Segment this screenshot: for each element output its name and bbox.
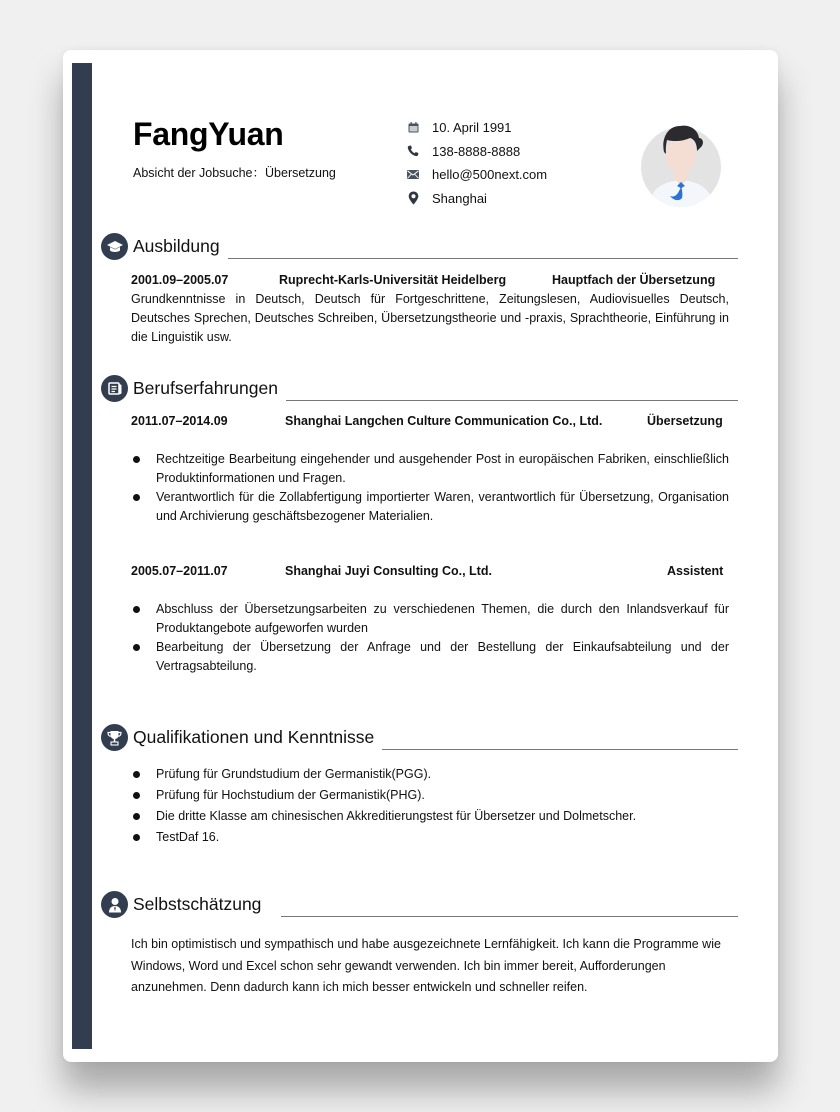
education-school: Ruprecht-Karls-Universität Heidelberg <box>279 273 507 287</box>
list-item: Rechtzeitige Bearbeitung eingehender und ausgehender Post in europäischen Fabriken, einschließlich Produktinformationen und Fragen. <box>131 450 729 488</box>
contact-list <box>406 116 547 210</box>
education-period: 2001.09–2005.07 <box>131 273 229 287</box>
section-title-experience: Berufserfahrungen <box>133 378 278 398</box>
phone-icon <box>406 144 420 158</box>
resume-page <box>63 50 778 1062</box>
trophy-icon <box>101 724 128 751</box>
location-icon <box>406 191 420 205</box>
list-item: Prüfung für Hochstudium der Germanistik(PHG). <box>131 785 729 806</box>
contact-email <box>406 163 547 187</box>
phone-text[interactable]: 138-8888-8888 <box>432 143 521 159</box>
job-role: Assistent <box>667 564 724 578</box>
briefcase-book-icon <box>101 375 128 402</box>
sidebar-accent-bar <box>72 63 92 1049</box>
avatar <box>640 118 722 208</box>
contact-birthdate <box>406 116 547 140</box>
person-icon <box>101 891 128 918</box>
mail-icon <box>406 168 420 182</box>
education-description: Grundkenntnisse in Deutsch, Deutsch für Fortgeschrittene, Zeitungslesen, Audiovisuelles Deutsch, Deutsches Sprechen, Deutsches Schreiben, Übersetzungstheorie und -praxis, Sprachtheorie, Einführung in die Linguistik usw. <box>131 292 729 344</box>
calendar-icon <box>406 121 420 135</box>
section-header-skills <box>101 724 738 751</box>
section-header-education <box>101 233 738 260</box>
graduation-cap-icon <box>101 233 128 260</box>
contact-location <box>406 187 547 211</box>
candidate-name: FangYuan <box>133 116 284 152</box>
skills-list <box>131 764 729 848</box>
list-item: Verantwortlich für die Zollabfertigung importierter Waren, verantwortlich für Übersetzung, Organisation und Archivierung geschäftsbezogener Materialien. <box>131 488 729 526</box>
job-company: Shanghai Langchen Culture Communication Co., Ltd. <box>285 414 603 428</box>
list-item: Bearbeitung der Übersetzung der Anfrage und der Bestellung der Einkaufsabteilung und der Vertragsabteilung. <box>131 638 729 676</box>
birthdate-text: 10. April 1991 <box>432 120 512 136</box>
section-header-self-assessment <box>101 891 738 918</box>
list-item: TestDaf 16. <box>131 827 729 848</box>
contact-phone <box>406 140 547 164</box>
job-period: 2011.07–2014.09 <box>131 414 228 428</box>
list-item: Die dritte Klasse am chinesischen Akkreditierungstest für Übersetzer und Dolmetscher. <box>131 806 729 827</box>
job-period: 2005.07–2011.07 <box>131 564 228 578</box>
job-bullets <box>131 600 729 676</box>
job-company: Shanghai Juyi Consulting Co., Ltd. <box>285 564 492 578</box>
section-divider <box>228 258 738 259</box>
location-text: Shanghai <box>432 190 487 206</box>
section-title-skills: Qualifikationen und Kenntnisse <box>133 727 375 747</box>
job-intent: Absicht der Jobsuche：Übersetzung <box>133 166 336 180</box>
list-item: Prüfung für Grundstudium der Germanistik(PGG). <box>131 764 729 785</box>
section-divider <box>382 749 738 750</box>
section-divider <box>281 916 738 917</box>
education-major: Hauptfach der Übersetzung <box>552 273 716 287</box>
job-role: Übersetzung <box>647 414 723 428</box>
list-item: Abschluss der Übersetzungsarbeiten zu verschiedenen Themen, die durch den Inlandsverkauf für Produktangebote aufgeworfen wurden <box>131 600 729 638</box>
job-bullets <box>131 450 729 526</box>
email-text[interactable]: hello@500next.com <box>432 167 548 183</box>
section-header-experience <box>101 375 738 402</box>
section-title-education: Ausbildung <box>133 236 220 256</box>
section-title-self-assessment: Selbstschätzung <box>133 894 262 914</box>
section-divider <box>286 400 738 401</box>
self-assessment-text: Ich bin optimistisch und sympathisch und habe ausgezeichnete Lernfähigkeit. Ich kann die Programme wie Windows, Word und Excel schon sehr gewandt verwenden. Ich bin immer bereit, Aufforderungen anzunehmen. Denn dadurch kann ich mich besser entwickeln und schneller reifen. <box>131 937 721 994</box>
